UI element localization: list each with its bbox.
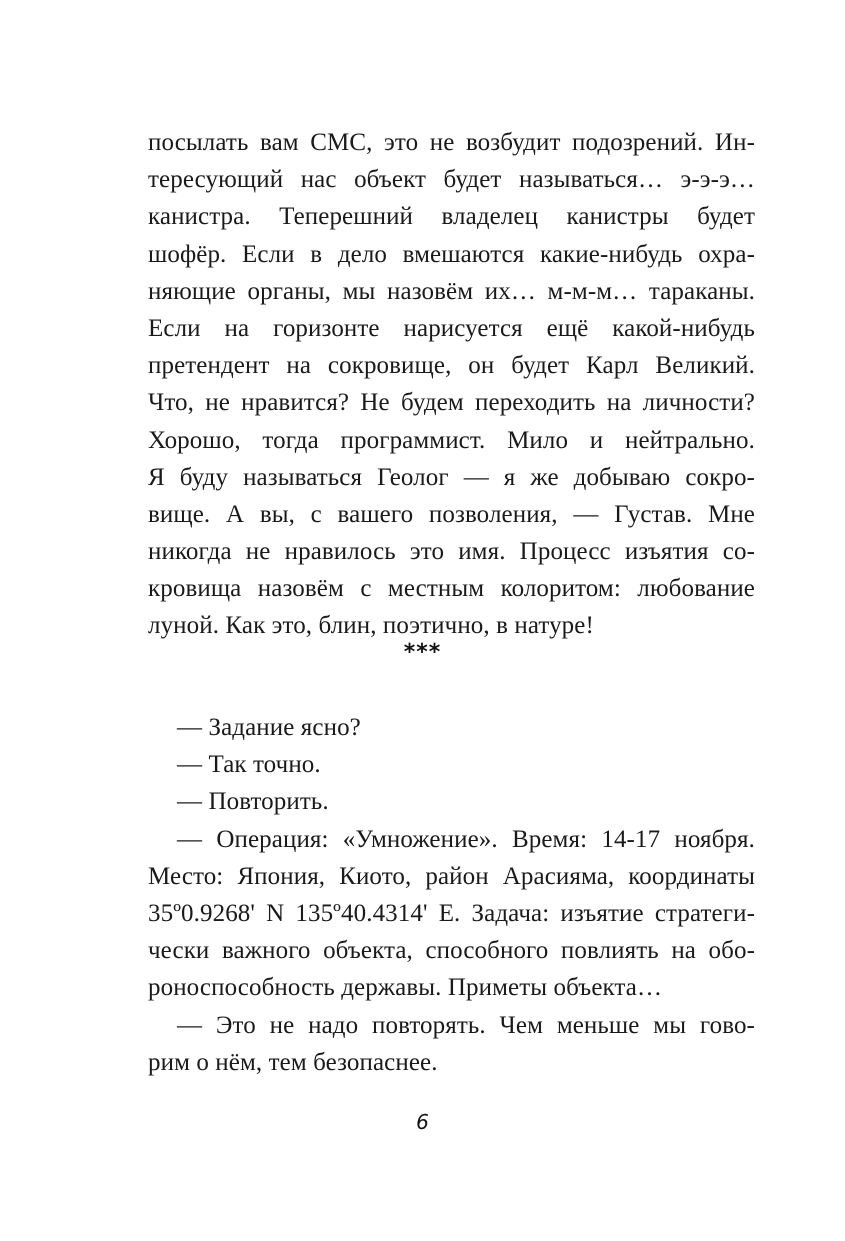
dialogue-line: чески важного объекта, способного повлиять на обо- [148, 937, 755, 965]
page-number: 6 [416, 1110, 429, 1134]
text-line: никогда не нравилось это имя. Процесс изъятия со- [148, 538, 755, 566]
dialogue-line: роноспособность державы. Приметы объекта… [148, 974, 663, 1002]
text-line: Если на горизонте нарисуется ещё какой-нибудь [148, 314, 755, 342]
dialogue-line: — Задание ясно? [177, 714, 361, 741]
text-line: няющие органы, мы назовём их… м-м-м… тараканы. [148, 277, 755, 305]
text-line: кровища назовём с местным колоритом: любование [148, 575, 755, 603]
text-line: Что, не нравится? Не будем переходить на личности? [148, 389, 755, 417]
text-line: Хорошо, тогда программист. Мило и нейтрально. [148, 426, 755, 454]
text-line: посылать вам СМС, это не возбудит подозрений. Ин- [148, 129, 755, 156]
body-paragraph [148, 124, 755, 645]
dialogue-line: 35º0.9268' N 135º40.4314' E. Задача: изъятие стратеги- [148, 899, 755, 927]
dialogue-line: — Так точно. [177, 751, 321, 779]
dialogue-section [148, 709, 755, 1081]
text-line: тересующий нас объект будет называться… э-э-э… [148, 166, 755, 194]
text-line: шофёр. Если в дело вмешаются какие-нибудь охра- [148, 240, 755, 268]
dialogue-line: — Операция: «Умножение». Время: 14-17 ноября. [177, 825, 755, 853]
dialogue-line: — Повторить. [177, 788, 329, 816]
text-line: вище. А вы, с вашего позволения, — Густав. Мне [148, 500, 755, 528]
text-line: Я буду называться Геолог — я же добываю сокро- [148, 463, 755, 491]
dialogue-line: — Это не надо повторять. Чем меньше мы гово- [177, 1011, 755, 1039]
dialogue-line: рим о нём, тем безопаснее. [148, 1048, 438, 1076]
text-line: канистра. Теперешний владелец канистры будет [148, 203, 755, 231]
text-line: луной. Как это, блин, поэтично, в натуре! [148, 612, 594, 640]
section-separator: *** [403, 640, 442, 665]
text-line: претендент на сокровище, он будет Карл Великий. [148, 352, 755, 380]
dialogue-line: Место: Япония, Киото, район Арасияма, координаты [148, 862, 755, 890]
